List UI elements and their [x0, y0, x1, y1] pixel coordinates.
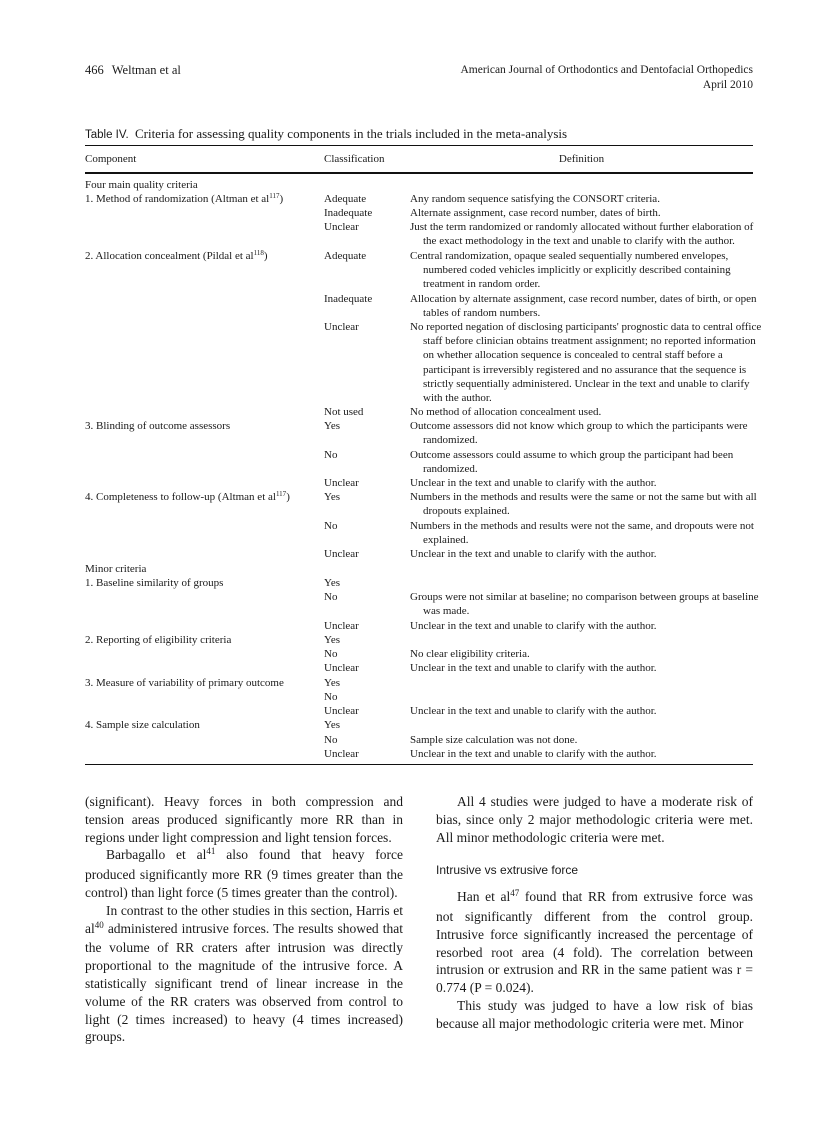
- component-cell: 1. Method of randomization (Altman et $al^{117}$): [85, 192, 284, 205]
- classification-cell: Yes: [324, 420, 341, 432]
- definition-cell: Unclear in the text and unable to clarify with the author.: [410, 662, 657, 674]
- paragraph: In contrast to the other studies in this section, Harris et $al^{40}$ administered intrusive forces. The results showed that the volume of RR craters after intrusion was directly proportional to the magnitude of the intrusive force. A statistically significant trend of linear increase in the volume of the RR craters was observed from control to light (2 times increased) to heavy (4 times increased) groups.: [85, 902, 403, 1045]
- definition-cell: Sample size calculation was not done.: [410, 734, 578, 746]
- classification-cell: Unclear: [324, 548, 359, 560]
- section-label-minor: Minor criteria: [85, 563, 147, 575]
- paragraph: This study was judged to have a low risk of bias because all major methodologic criteria were met. Minor: [436, 997, 753, 1031]
- column-header-component: Component: [85, 153, 137, 165]
- body-column-right: [436, 793, 753, 1033]
- definition-cell: Alternate assignment, case record number, dates of birth.: [410, 207, 661, 219]
- running-header-left: [85, 63, 181, 78]
- classification-cell: Unclear: [324, 620, 359, 632]
- classification-cell: Adequate: [324, 193, 367, 205]
- classification-cell: Unclear: [324, 705, 359, 717]
- component-cell: 3. Measure of variability of primary outcome: [85, 677, 284, 689]
- classification-cell: Yes: [324, 491, 341, 503]
- classification-cell: Unclear: [324, 748, 359, 760]
- running-header-right: [393, 63, 753, 93]
- definition-cell: Any random sequence satisfying the CONSORT criteria.: [410, 193, 660, 205]
- section-heading: Intrusive vs extrusive force: [436, 863, 579, 878]
- definition-cell: Central randomization, opaque sealed sequentially numbered envelopes, numbered coded vehicles implicitly or explicitly described containing treatment in random order.: [410, 250, 731, 291]
- criteria-table: [85, 145, 762, 765]
- paragraph: All 4 studies were judged to have a moderate risk of bias, since only 2 major methodologic criteria were met. All minor methodologic criteria were met.: [436, 794, 753, 845]
- column-header-definition: Definition: [558, 153, 605, 165]
- classification-cell: No: [324, 648, 338, 660]
- component-cell: 2. Allocation concealment (Pildal et $al^{118}$): [85, 249, 268, 262]
- classification-cell: Inadequate: [324, 293, 373, 305]
- paragraph: Barbagallo et $al^{41}$ also found that heavy force produced significantly more RR (9 times greater than the control) than light force (5 times greater than the control).: [85, 846, 403, 900]
- definition-cell: No method of allocation concealment used.: [410, 406, 602, 418]
- definition-cell: Unclear in the text and unable to clarify with the author.: [410, 548, 657, 560]
- classification-cell: No: [324, 734, 338, 746]
- definition-cell: Numbers in the methods and results were not the same, and dropouts were not explained.: [410, 520, 754, 547]
- table-caption: [85, 126, 753, 142]
- classification-cell: Unclear: [324, 662, 359, 674]
- table-title: Criteria for assessing quality components in the trials included in the meta-analysis: [134, 126, 568, 141]
- table-label: Table IV.: [85, 129, 129, 141]
- table-body: [85, 174, 762, 764]
- definition-cell: No reported negation of disclosing participants' prognostic data to central office staff before clinician obtains treatment assignment; no reported information on whether allocation sequence is concealed to central staff before a participant is irreversibly registered and no assurance that the sequence is strictly sequentially administered. Unclear in the text and unable to clarify with the author.: [410, 321, 762, 405]
- journal-name: American Journal of Orthodontics and Dentofacial Orthopedics: [460, 64, 753, 76]
- definition-cell: Unclear in the text and unable to clarify with the author.: [410, 477, 657, 489]
- table-header-row: [85, 146, 753, 174]
- body-column-left: [85, 793, 403, 1046]
- classification-cell: Inadequate: [324, 207, 373, 219]
- classification-cell: Adequate: [324, 250, 367, 262]
- definition-cell: Outcome assessors could assume to which group the participant had been randomized.: [410, 449, 734, 476]
- component-cell: 1. Baseline similarity of groups: [85, 577, 224, 589]
- column-header-classification: Classification: [324, 153, 385, 165]
- classification-cell: No: [324, 449, 338, 461]
- classification-cell: No: [324, 520, 338, 532]
- definition-cell: Unclear in the text and unable to clarify with the author.: [410, 748, 657, 760]
- section-label-main: Four main quality criteria: [85, 179, 198, 191]
- component-cell: 4. Sample size calculation: [85, 719, 200, 731]
- classification-cell: Yes: [324, 719, 341, 731]
- definition-cell: Unclear in the text and unable to clarify with the author.: [410, 620, 657, 632]
- classification-cell: No: [324, 591, 338, 603]
- classification-cell: Unclear: [324, 221, 359, 233]
- component-cell: 4. Completeness to follow-up (Altman et $al^{117}$): [85, 490, 290, 503]
- definition-cell: Numbers in the methods and results were the same or not the same but with all dropouts explained.: [410, 491, 757, 518]
- classification-cell: Not used: [324, 406, 364, 418]
- running-authors: Weltman et al: [111, 63, 181, 77]
- definition-cell: Allocation by alternate assignment, case record number, dates of birth, or open tables of random numbers.: [410, 293, 757, 320]
- definition-cell: Unclear in the text and unable to clarify with the author.: [410, 705, 657, 717]
- component-cell: 3. Blinding of outcome assessors: [85, 420, 231, 432]
- paragraph: (significant). Heavy forces in both compression and tension areas produced significantly more RR than in regions under light compression and light tension forces.: [85, 794, 403, 845]
- classification-cell: No: [324, 691, 338, 703]
- definition-cell: Outcome assessors did not know which group to which the participants were randomized.: [410, 420, 748, 447]
- classification-cell: Yes: [324, 634, 341, 646]
- classification-cell: Yes: [324, 677, 341, 689]
- classification-cell: Yes: [324, 577, 341, 589]
- component-cell: 2. Reporting of eligibility criteria: [85, 634, 232, 646]
- issue-date: April 2010: [702, 79, 753, 91]
- classification-cell: Unclear: [324, 321, 359, 333]
- definition-cell: Just the term randomized or randomly allocated without further elaboration of the exact methodology in the text and unable to clarify with the author.: [410, 221, 754, 248]
- definition-cell: No clear eligibility criteria.: [410, 648, 530, 660]
- paragraph: Han et $al^{47}$ found that RR from extrusive force was not significantly different from the control group. Intrusive force significantly increased the percentage of resorbed root area (4 fold). The correlation between intrusion or extrusion and RR in the same patient was r = 0.774 (P = 0.024).: [436, 888, 753, 996]
- classification-cell: Unclear: [324, 477, 359, 489]
- page-number: 466: [85, 63, 104, 77]
- definition-cell: Groups were not similar at baseline; no comparison between groups at baseline was made.: [410, 591, 759, 618]
